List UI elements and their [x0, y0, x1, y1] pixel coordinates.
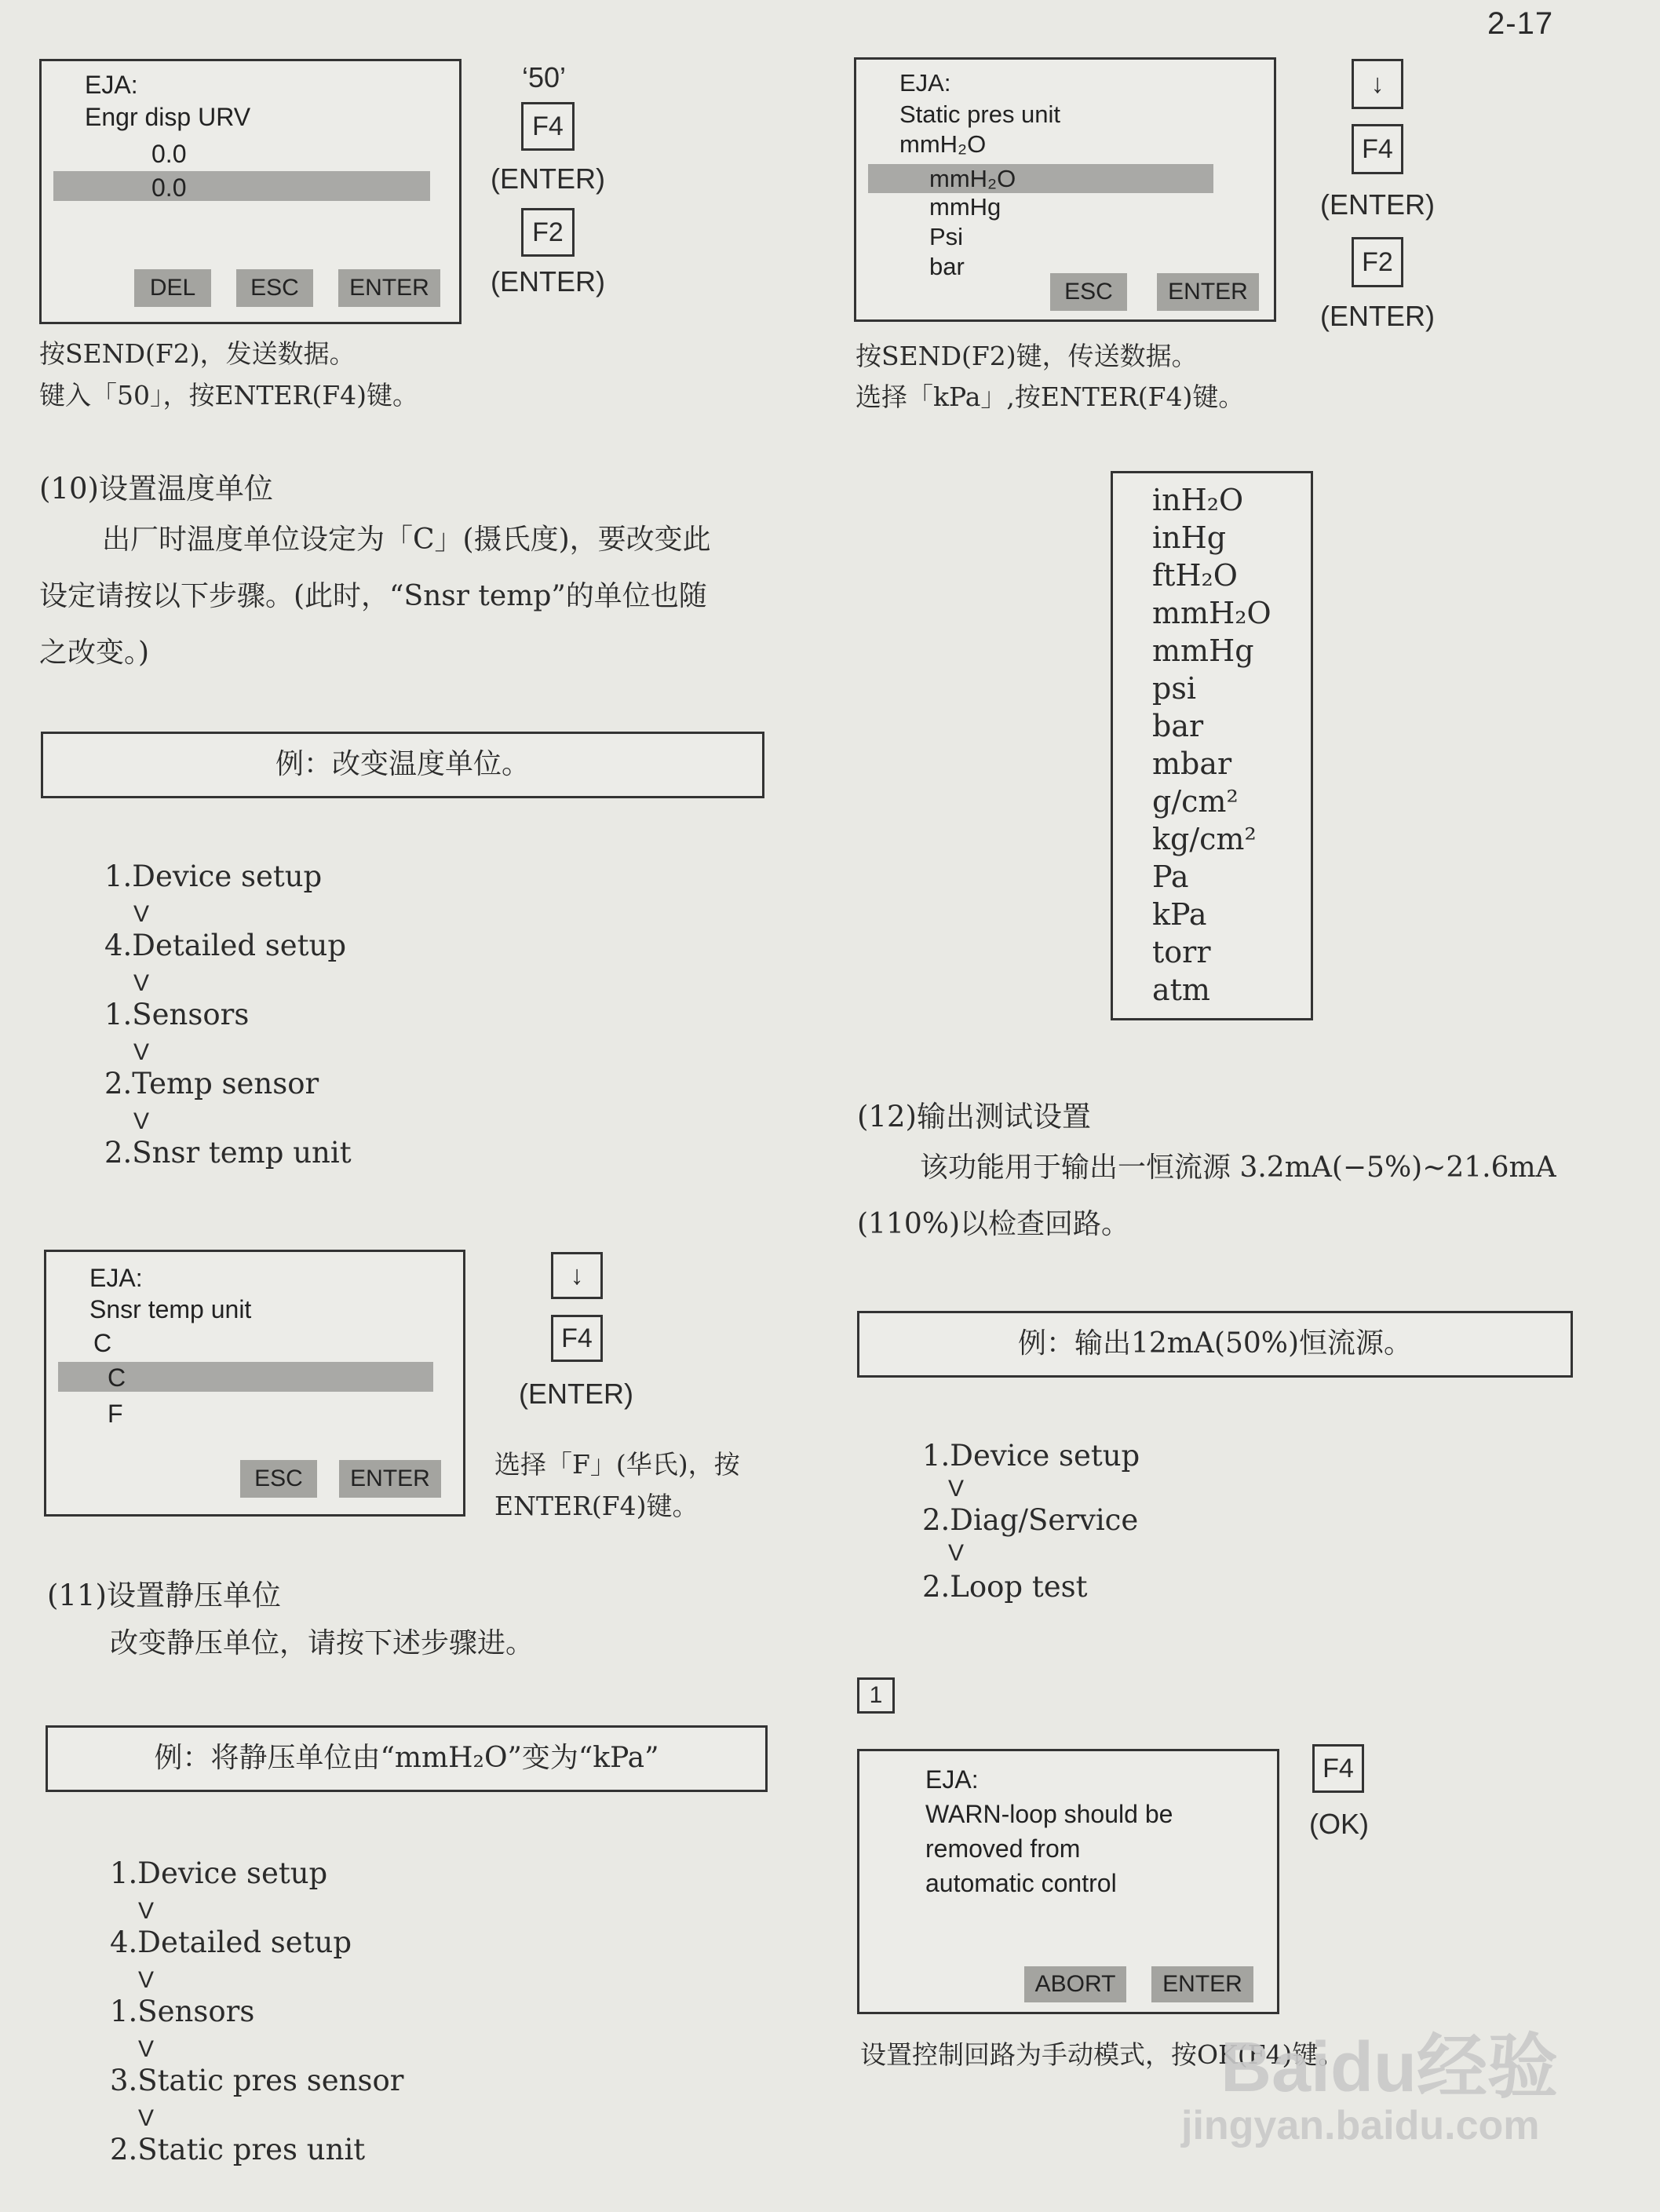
- menu-item-diag-service: 2.Diag/Service: [922, 1503, 1139, 1537]
- menu-arrow: V: [138, 1967, 155, 1993]
- menu-arrow: V: [133, 1039, 150, 1065]
- enter-softkey[interactable]: ENTER: [1151, 1966, 1253, 2002]
- unit-list-item: inHg: [1152, 520, 1227, 555]
- example-box-loop-test: 例：输出12mA(50%)恒流源。: [857, 1311, 1573, 1378]
- section-11-heading: (11)设置静压单位: [47, 1579, 281, 1612]
- unit-list-item: kPa: [1152, 897, 1207, 932]
- unit-list-item: mmHg: [1152, 633, 1254, 668]
- screen-title: EJA:: [899, 69, 951, 97]
- unit-list-item: inH₂O: [1152, 483, 1244, 517]
- pressure-unit-list: [1111, 471, 1313, 1020]
- menu-item-detailed-setup: 4.Detailed setup: [110, 1925, 352, 1959]
- screen-current-value: 0.0: [151, 140, 187, 168]
- unit-list-item: ftH₂O: [1152, 558, 1238, 593]
- esc-softkey[interactable]: ESC: [240, 1460, 317, 1498]
- screen-edit-value[interactable]: 0.0: [151, 173, 187, 202]
- section-11-paragraph: 改变静压单位，请按下述步骤进。: [110, 1627, 534, 1659]
- unit-list-item: g/cm²: [1152, 784, 1239, 819]
- caption-enter-f4: ENTER(F4)键。: [494, 1491, 699, 1521]
- paragraph-line: 出厂时温度单位设定为「C」(摄氏度)，要改变此: [102, 524, 711, 556]
- abort-softkey[interactable]: ABORT: [1024, 1966, 1126, 2002]
- f2-key[interactable]: F2: [1352, 237, 1403, 287]
- unit-list-item: bar: [1152, 709, 1204, 743]
- menu-item-temp-sensor: 2.Temp sensor: [104, 1067, 319, 1101]
- unit-option-c: C: [93, 1329, 112, 1357]
- esc-softkey[interactable]: ESC: [1050, 273, 1127, 311]
- enter-softkey[interactable]: ENTER: [339, 1460, 441, 1498]
- caption-enter-50: 键入「50」，按ENTER(F4)键。: [39, 380, 419, 411]
- menu-item-static-pres-sensor: 3.Static pres sensor: [110, 2064, 404, 2097]
- menu-item-detailed-setup: 4.Detailed setup: [104, 929, 347, 962]
- f4-key[interactable]: F4: [1352, 124, 1403, 174]
- unit-list-item: Pa: [1152, 860, 1189, 894]
- f4-key[interactable]: F4: [551, 1315, 603, 1362]
- screen-subtitle: Engr disp URV: [85, 103, 251, 131]
- caption-select-f: 选择「F」(华氏)，按: [494, 1449, 740, 1480]
- paragraph-line: 该功能用于输出一恒流源 3.2mA(−5%)~21.6mA: [920, 1152, 1556, 1184]
- menu-item-device-setup: 1.Device setup: [104, 860, 323, 893]
- f4-ok-caption: (OK): [1309, 1808, 1369, 1840]
- menu-arrow: V: [133, 970, 150, 996]
- section-12-paragraph: [857, 1140, 1642, 1253]
- f4-caption: (ENTER): [519, 1378, 633, 1410]
- unit-option-mmhg[interactable]: mmHg: [929, 193, 1001, 221]
- lcd-screen-static-pres-unit: [854, 57, 1276, 322]
- f4-key[interactable]: F4: [521, 102, 575, 151]
- page-number: 2-17: [1487, 6, 1554, 41]
- example-box-temp-unit: 例：改变温度单位。: [41, 732, 764, 798]
- screen-title: EJA:: [85, 71, 138, 99]
- watermark-url: jingyan.baidu.com: [1181, 2103, 1540, 2148]
- unit-option-c-selected[interactable]: C: [108, 1363, 126, 1392]
- menu-item-static-pres-unit: 2.Static pres unit: [110, 2133, 366, 2166]
- f2-key[interactable]: F2: [521, 208, 575, 257]
- section-12-heading: (12)输出测试设置: [857, 1100, 1091, 1133]
- menu-item-snsr-temp-unit: 2.Snsr temp unit: [104, 1136, 352, 1170]
- unit-list-item: mbar: [1152, 746, 1232, 781]
- down-arrow-key[interactable]: ↓: [1352, 59, 1403, 109]
- menu-arrow: V: [948, 1476, 965, 1502]
- f4-caption: (ENTER): [491, 162, 605, 195]
- screen-subtitle: Static pres unit: [899, 100, 1061, 128]
- paragraph-line: 之改变。): [39, 637, 150, 669]
- menu-arrow: V: [133, 901, 150, 927]
- f4-key[interactable]: F4: [1312, 1744, 1364, 1793]
- screen-title: EJA:: [925, 1765, 979, 1794]
- menu-arrow: V: [138, 2105, 155, 2131]
- lcd-screen-loop-warning: [857, 1749, 1279, 2014]
- menu-item-device-setup: 1.Device setup: [110, 1856, 328, 1890]
- unit-list-item: mmH₂O: [1152, 596, 1271, 630]
- unit-option-f[interactable]: F: [108, 1400, 123, 1428]
- caption-manual-mode: 设置控制回路为手动模式，按OK(F4)键。: [860, 2039, 1344, 2070]
- f2-caption: (ENTER): [491, 265, 605, 297]
- warning-text-line: WARN-loop should be: [925, 1800, 1173, 1828]
- entry-value-50: ‘50’: [522, 61, 567, 93]
- menu-item-sensors: 1.Sensors: [110, 1995, 255, 2028]
- lcd-screen-engr-disp-urv: [39, 59, 462, 324]
- down-arrow-key[interactable]: ↓: [551, 1252, 603, 1299]
- lcd-screen-snsr-temp-unit: [44, 1250, 465, 1517]
- section-10-heading: (10)设置温度单位: [39, 472, 273, 506]
- unit-option-mmh2o[interactable]: mmH₂O: [929, 165, 1016, 192]
- caption-send-f2: 按SEND(F2)键，传送数据。: [856, 341, 1198, 371]
- screen-current-unit: mmH₂O: [899, 130, 987, 158]
- enter-softkey[interactable]: ENTER: [338, 269, 440, 307]
- caption-send-f2: 按SEND(F2)，发送数据。: [39, 338, 356, 369]
- paragraph-line: (110%)以检查回路。: [857, 1208, 1130, 1240]
- warning-text-line: automatic control: [925, 1869, 1117, 1897]
- unit-list-item: psi: [1152, 671, 1196, 706]
- menu-arrow: V: [138, 1898, 155, 1924]
- unit-option-psi[interactable]: Psi: [929, 223, 964, 250]
- screen-title: EJA:: [89, 1264, 143, 1292]
- f2-caption: (ENTER): [1320, 300, 1435, 332]
- del-softkey[interactable]: DEL: [134, 269, 211, 307]
- menu-item-device-setup: 1.Device setup: [922, 1439, 1140, 1473]
- paragraph-line: 设定请按以下步骤。(此时，“Snsr temp”的单位也随: [39, 580, 707, 612]
- selection-highlight: [53, 171, 430, 201]
- selection-highlight: [868, 164, 1213, 193]
- unit-list-item: kg/cm²: [1152, 822, 1257, 856]
- screen-subtitle: Snsr temp unit: [89, 1295, 252, 1323]
- warning-text-line: removed from: [925, 1834, 1081, 1863]
- unit-list-item: atm: [1152, 973, 1210, 1007]
- enter-softkey[interactable]: ENTER: [1157, 273, 1259, 311]
- example-box-static-pres: 例：将静压单位由“mmH₂O”变为“kPa”: [46, 1725, 768, 1792]
- unit-list-item: torr: [1152, 935, 1211, 969]
- unit-option-bar[interactable]: bar: [929, 253, 965, 280]
- menu-arrow: V: [133, 1108, 150, 1134]
- section-10-paragraph: [39, 512, 769, 681]
- menu-arrow: V: [948, 1540, 965, 1566]
- f4-caption: (ENTER): [1320, 188, 1435, 221]
- menu-arrow: V: [138, 2036, 155, 2062]
- menu-item-sensors: 1.Sensors: [104, 998, 250, 1031]
- caption-select-kpa: 选择「kPa」,按ENTER(F4)键。: [856, 381, 1245, 412]
- esc-softkey[interactable]: ESC: [236, 269, 313, 307]
- step-number-label: 1: [857, 1677, 895, 1714]
- menu-item-loop-test: 2.Loop test: [922, 1570, 1088, 1604]
- baidu-watermark-logo: Baidu经验: [1220, 2028, 1559, 2107]
